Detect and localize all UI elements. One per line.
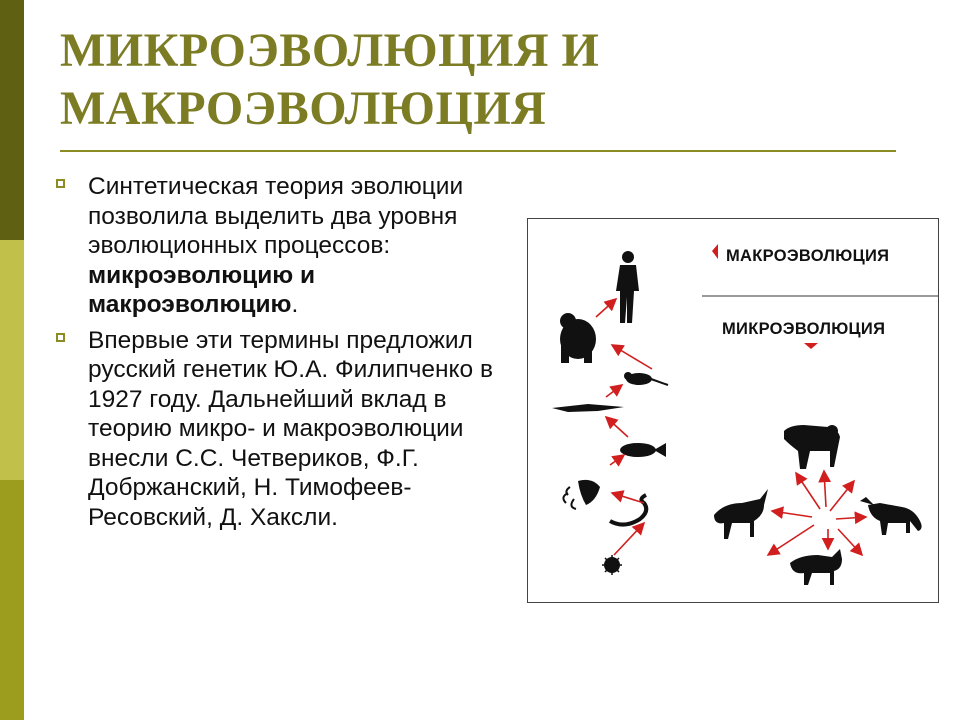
title-divider	[60, 150, 896, 152]
micro-marker-icon	[804, 343, 818, 349]
hyena-icon	[784, 425, 840, 469]
bullet-list	[54, 172, 494, 538]
title-line-2: МАКРОЭВОЛЮЦИЯ	[60, 82, 547, 135]
wolf-icon	[714, 489, 768, 539]
bullet-item-1	[54, 172, 494, 320]
sidebar-decoration	[0, 0, 24, 720]
title-line-1: МИКРОЭВОЛЮЦИЯ И	[60, 24, 600, 77]
crocodile-icon	[552, 404, 624, 412]
sidebar-band-mid	[0, 480, 24, 720]
jellyfish-icon	[563, 480, 600, 509]
label-macroevolution: МАКРОЭВОЛЮЦИЯ	[726, 247, 890, 265]
fox-icon	[860, 497, 922, 535]
gorilla-icon	[560, 313, 596, 363]
figure-drawing	[528, 219, 938, 602]
macro-marker-icon	[712, 244, 718, 259]
dog-icon	[790, 549, 842, 585]
label-microevolution: МИКРОЭВОЛЮЦИЯ	[722, 320, 886, 338]
bullet-1-text: Синтетическая теория эволюции позволила выделить два уровня эволюционных процессов:	[88, 173, 464, 259]
bullet-1-tail: .	[291, 291, 299, 318]
bullet-2-text: Впервые эти термины предложил русский генетик Ю.А. Филипченко в 1927 году. Дальнейший вклад в теорию микро- и макроэволюции внесли С.С. Четвериков, Ф.Г. Добржанский, Н. Тимофеев-Ресовский, Д. Хаксли.	[88, 326, 493, 531]
fish-icon	[620, 443, 666, 457]
human-icon	[616, 251, 639, 323]
rodent-icon	[624, 372, 668, 385]
worm-icon	[610, 495, 646, 525]
bullet-square-icon	[56, 179, 65, 188]
microbe-icon	[602, 555, 622, 575]
bullet-square-icon	[56, 333, 65, 342]
bullet-1-bold: микроэволюцию и макроэволюцию	[88, 261, 316, 318]
bullet-item-2	[54, 326, 494, 533]
slide-title	[60, 22, 920, 138]
evolution-figure	[527, 218, 939, 603]
sidebar-band-light	[0, 240, 24, 480]
sidebar-band-dark	[0, 0, 24, 240]
